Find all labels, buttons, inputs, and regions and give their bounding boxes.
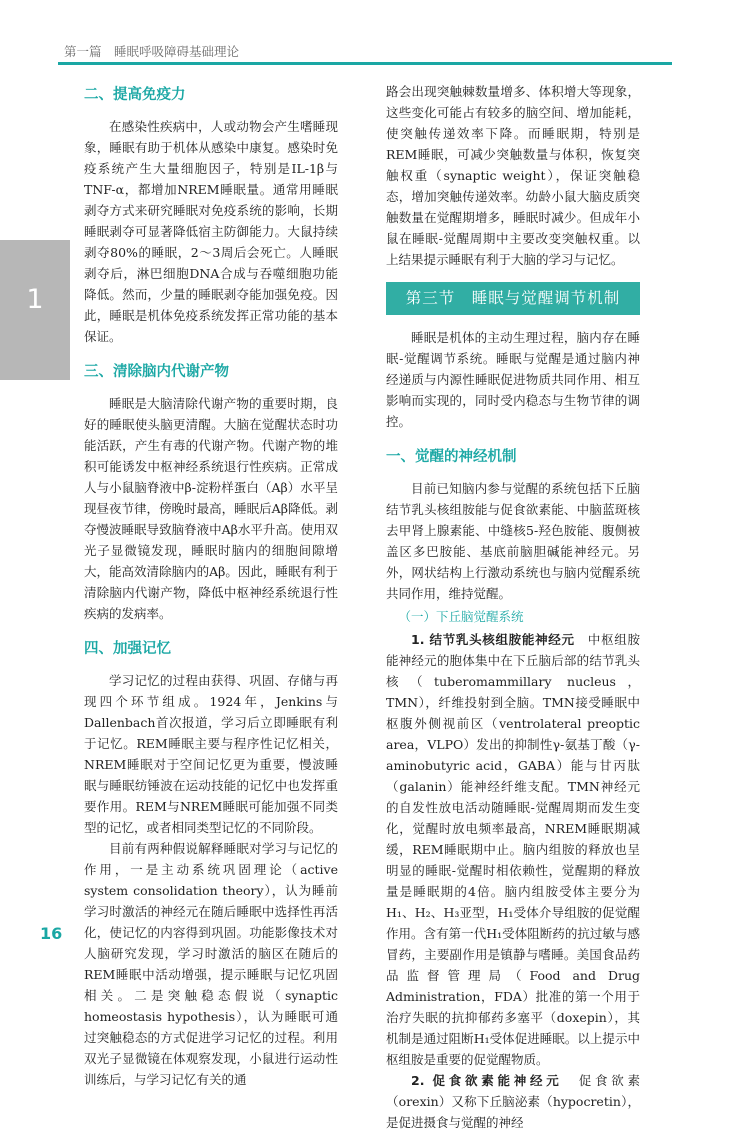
paragraph-memory-continued: 路会出现突触棘数量增多、体积增大等现象，这些变化可能占有较多的脑空间、增加能耗，使突触传递效率下降。而睡眠期，特别是REM睡眠，可减少突触数量与体积，恢复突触权重（synaptic weight），保证突触稳态，增加突触传递效率。幼龄小鼠大脑皮质突触数量在觉醒期增多，睡眠时减少。但成年小鼠在睡眠-觉醒周期中主要改变突触权重。以上结果提示睡眠有利于大脑的学习与记忆。 — [386, 84, 640, 267]
paragraph-orexin — [386, 1070, 640, 1133]
paragraph-memory-1: 学习记忆的过程由获得、巩固、存储与再现四个环节组成。1924年，Jenkins与Dallenbach首次报道，学习后立即睡眠有利于记忆。REM睡眠主要与程序性记忆相关，NREM睡眠对于空间记忆更为重要，慢波睡眠与睡眠纺锤波在运动技能的记忆中也发挥重要作用。REM与NREM睡眠可能加强不同类型的记忆，或者相同类型记忆的不同阶段。 — [84, 673, 338, 835]
paragraph-metabolite-clearance: 睡眠是大脑清除代谢产物的重要时期，良好的睡眠使头脑更清醒。大脑在觉醒状态时功能活跃，产生有毒的代谢产物。代谢产物的堆积可能诱发中枢神经系统退行性疾病。正常成人与小鼠脑脊液中β-淀粉样蛋白（Aβ）水平呈现昼夜节律，傍晚时最高，睡眠后Aβ降低。剥夺慢波睡眠导致脑脊液中Aβ水平升高。使用双光子显微镜发现，睡眠时脑内的细胞间隙增大，能高效清除脑内的Aβ。因此，睡眠有利于清除脑内代谢产物，降低中枢神经系统退行性疾病的发病率。 — [84, 396, 338, 621]
heading-awakening-mechanism: 一、觉醒的神经机制 — [386, 449, 517, 465]
page-number: 16 — [40, 924, 63, 943]
subheading-hypothalamic-system: （一）下丘脑觉醒系统 — [398, 609, 524, 624]
paragraph-immunity: 在感染性疾病中，人或动物会产生嗜睡现象，睡眠有助于机体从感染中康复。感染时免疫系统产生大量细胞因子，特别是IL-1β与TNF-α，都增加NREM睡眠量。通常用睡眠剥夺方式来研究睡眠对免疫系统的影响，长期睡眠剥夺可显著降低宿主防御能力。大鼠持续剥夺80%的睡眠，2～3周后会死亡。人睡眠剥夺后，淋巴细胞DNA合成与吞噬细胞功能降低。然而，少量的睡眠剥夺能加强免疫。因此，睡眠是机体免疫系统发挥正常功能的基本保证。 — [84, 119, 338, 344]
header-rule — [58, 62, 672, 65]
paragraph-orexin-text: 促食欲素（orexin）又称下丘脑泌素（hypocretin），是促进摄食与觉醒的神经 — [386, 1073, 640, 1130]
left-column — [84, 70, 338, 1087]
heading-metabolite-clearance: 三、清除脑内代谢产物 — [84, 364, 229, 380]
term-tmn: 1. 结节乳头核组胺能神经元 — [411, 632, 575, 647]
running-header: 第一篇 睡眠呼吸障碍基础理论 — [64, 44, 240, 59]
paragraph-awakening-systems: 目前已知脑内参与觉醒的系统包括下丘脑结节乳头核组胺能与促食欲素能、中脑蓝斑核去甲肾上腺素能、中缝核5-羟色胺能、腹侧被盖区多巴胺能、基底前脑胆碱能神经元。另外，网状结构上行激动系统也与脑内觉醒系统共同作用，维持觉醒。 — [386, 481, 640, 601]
heading-memory: 四、加强记忆 — [84, 641, 171, 657]
heading-immunity: 二、提高免疫力 — [84, 87, 186, 103]
chapter-number: 1 — [26, 284, 44, 315]
paragraph-memory-2: 目前有两种假说解释睡眠对学习与记忆的作用，一是主动系统巩固理论（active system consolidation theory），认为睡前学习时激活的神经元在随后睡眠中选择性再活化，使记忆的内容得到巩固。功能影像技术对人脑研究发现，学习时激活的脑区在随后的REM睡眠中活动增强，提示睡眠与记忆巩固相关。二是突触稳态假说（synaptic homeostasis hypothesis），认为睡眠可通过突触稳态的方式促进学习记忆的过程。利用双光子显微镜在体观察发现，小鼠进行运动性训练后，与学习记忆有关的通 — [84, 841, 338, 1087]
paragraph-section-intro: 睡眠是机体的主动生理过程，脑内存在睡眠-觉醒调节系统。睡眠与觉醒是通过脑内神经递质与内源性睡眠促进物质共同作用、相互影响而实现的，同时受内稳态与生物节律的调控。 — [386, 330, 640, 429]
right-column — [386, 81, 640, 1130]
paragraph-tmn — [386, 629, 640, 1070]
term-orexin: 2. 促食欲素能神经元 — [411, 1073, 563, 1088]
section-title-bar: 第三节 睡眠与觉醒调节机制 — [386, 282, 640, 315]
paragraph-tmn-text: 中枢组胺能神经元的胞体集中在下丘脑后部的结节乳头核（tuberomammillary nucleus，TMN），纤维投射到全脑。TMN接受睡眠中枢腹外侧视前区（ventrolateral preoptic area，VLPO）发出的抑制性γ-氨基丁酸（γ-aminobutyric acid，GABA）能与甘丙肽（galanin）能神经纤维支配。TMN神经元的自发性放电活动随睡眠-觉醒周期而发生变化，觉醒时放电频率最高，NREM睡眠期减缓，REM睡眠期中止。脑内组胺的释放也呈明显的睡眠-觉醒时相依赖性，觉醒期的释放量是睡眠期的4倍。脑内组胺受体主要分为H₁、H₂、H₃亚型，H₁受体介导组胺的促觉醒作用。含有第一代H₁受体阻断药的抗过敏与感冒药，主要副作用是镇静与嗜睡。美国食品药品监督管理局（Food and Drug Administration，FDA）批准的第一个用于治疗失眠的抗抑郁药多塞平（doxepin），其机制是通过阻断H₁受体促进睡眠。以上提示中枢组胺是重要的促觉醒物质。 — [386, 632, 640, 1067]
